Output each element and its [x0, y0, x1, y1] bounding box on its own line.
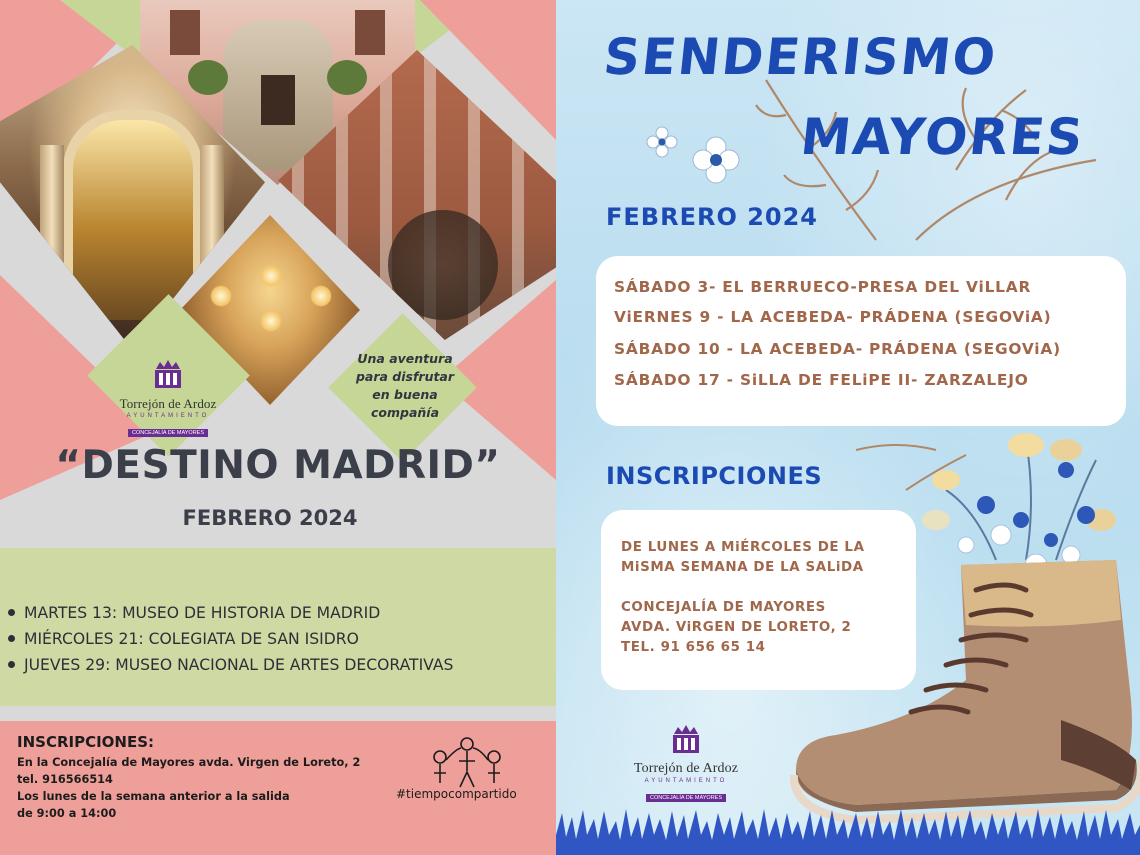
torrejon-logo-2	[616, 725, 756, 803]
crown-icon	[151, 360, 185, 390]
grass-icon	[556, 805, 1140, 855]
bullet-icon	[8, 635, 15, 642]
title-line-2: MAYORES	[797, 108, 1088, 166]
bullet-icon	[8, 609, 15, 616]
event-text: JUEVES 29: MUSEO NACIONAL DE ARTES DECORATIVAS	[24, 656, 454, 674]
inscription-line: TEL. 91 656 65 14	[621, 640, 766, 655]
list-item	[6, 626, 453, 652]
logo-name: Torrejón de Ardoz	[119, 396, 217, 411]
inscription-line: tel. 916566514	[17, 773, 113, 786]
tagline: Una aventura para disfrutar en buena compañía	[355, 351, 455, 420]
inscriptions-heading: INSCRIPCIONES	[606, 462, 823, 490]
inscriptions-band	[0, 721, 556, 855]
destino-madrid-poster	[0, 0, 556, 855]
event-text: MIÉRCOLES 21: COLEGIATA DE SAN ISIDRO	[24, 630, 359, 648]
inscription-line: CONCEJALÍA DE MAYORES	[621, 600, 826, 615]
logo-name: Torrejón de Ardoz	[633, 761, 739, 776]
inscription-line: En la Concejalía de Mayores avda. Virgen de Loreto, 2	[17, 756, 361, 769]
poster-title: “DESTINO MADRID”	[55, 443, 501, 488]
event-text: MARTES 13: MUSEO DE HISTORIA DE MADRID	[24, 604, 381, 622]
senderismo-poster	[556, 0, 1140, 855]
poster-subtitle: FEBRERO 2024	[182, 506, 358, 530]
people-circle-icon	[422, 735, 512, 791]
route-item: SÁBADO 17 - SiLLA DE FELiPE II- ZARZALEJO	[614, 371, 1029, 389]
inscription-line: DE LUNES A MiÉRCOLES DE LA	[621, 540, 865, 555]
logo-department: CONCEJALÍA DE MAYORES	[128, 429, 208, 437]
routes-card	[596, 256, 1126, 426]
list-item	[6, 600, 453, 626]
crown-icon	[669, 725, 703, 755]
logo-subtitle: AYUNTAMIENTO	[126, 413, 210, 419]
inscription-line: AVDA. ViRGEN DE LORETO, 2	[621, 620, 852, 635]
events-band	[0, 548, 556, 706]
torrejon-logo	[98, 360, 238, 438]
route-item: SÁBADO 3- EL BERRUECO-PRESA DEL ViLLAR	[614, 278, 1032, 296]
bouquet-icon	[922, 433, 1116, 583]
inscription-line: de 9:00 a 14:00	[17, 807, 117, 820]
logo-department: CONCEJALÍA DE MAYORES	[646, 794, 726, 802]
inscription-line: MiSMA SEMANA DE LA SALiDA	[621, 560, 864, 575]
route-item: ViERNES 9 - LA ACEBEDA- PRÁDENA (SEGOViA)	[614, 308, 1052, 326]
logo-subtitle: AYUNTAMIENTO	[644, 778, 728, 784]
facade-door	[261, 75, 295, 125]
title-line-1: SENDERISMO	[600, 28, 1001, 86]
inscriptions-details	[17, 754, 360, 822]
list-item	[6, 652, 453, 678]
route-item: SÁBADO 10 - LA ACEBEDA- PRÁDENA (SEGOViA)	[614, 340, 1061, 358]
inscriptions-card	[601, 510, 916, 690]
hashtag: #tiempocompartido	[396, 787, 517, 801]
bullet-icon	[8, 661, 15, 668]
month-title: FEBRERO 2024	[606, 203, 818, 231]
inscription-line: Los lunes de la semana anterior a la salida	[17, 790, 290, 803]
inscriptions-title: INSCRIPCIONES:	[17, 733, 155, 751]
events-list	[6, 600, 453, 678]
